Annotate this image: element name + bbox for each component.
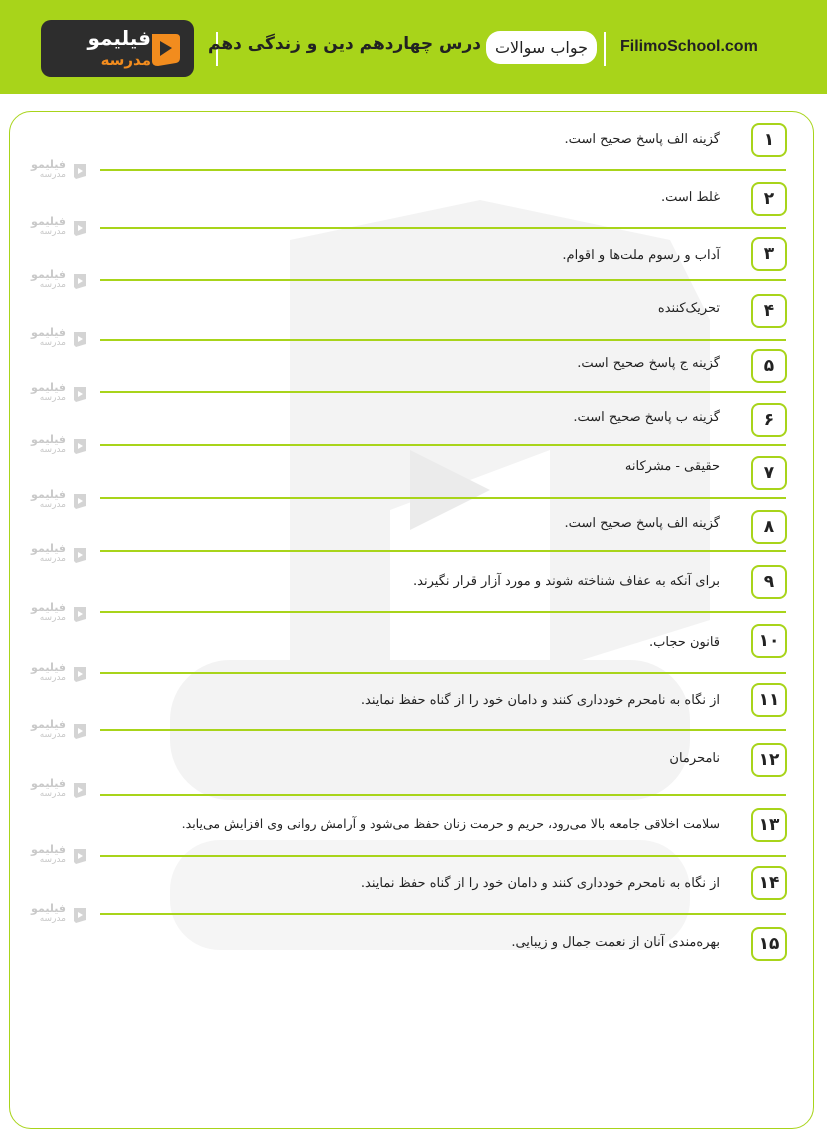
answer-text: قانون حجاب. bbox=[649, 635, 720, 650]
answer-number: ۷ bbox=[751, 456, 787, 490]
side-watermark: فیلیمو مدرسه bbox=[26, 777, 96, 803]
answer-number: ۱۴ bbox=[751, 866, 787, 900]
play-logo-icon bbox=[72, 906, 88, 924]
answer-text: غلط است. bbox=[661, 190, 720, 205]
answer-text: گزینه الف پاسخ صحیح است. bbox=[564, 132, 720, 147]
brand-logo[interactable] bbox=[41, 20, 194, 77]
row-divider bbox=[100, 913, 786, 915]
answer-text: سلامت اخلاقی جامعه بالا می‌رود، حریم و حرمت زنان حفظ می‌شود و آرامش روانی وی افزایش می‌یابد. bbox=[181, 816, 720, 831]
play-logo-icon bbox=[72, 219, 88, 237]
side-watermark: فیلیمو مدرسه bbox=[26, 488, 96, 514]
website-url[interactable]: FilimoSchool.com bbox=[620, 38, 758, 55]
answer-number: ۱۳ bbox=[751, 808, 787, 842]
answer-text: گزینه ب پاسخ صحیح است. bbox=[573, 410, 720, 425]
play-logo-icon bbox=[72, 665, 88, 683]
side-watermark: فیلیمو مدرسه bbox=[26, 601, 96, 627]
play-logo-icon bbox=[72, 437, 88, 455]
side-watermark: فیلیمو مدرسه bbox=[26, 433, 96, 459]
play-logo-icon bbox=[148, 30, 182, 67]
play-logo-icon bbox=[72, 162, 88, 180]
answer-number: ۱۵ bbox=[751, 927, 787, 961]
answer-number: ۱۲ bbox=[751, 743, 787, 777]
answer-number: ۵ bbox=[751, 349, 787, 383]
side-watermark: فیلیمو مدرسه bbox=[26, 158, 96, 184]
answer-number: ۱۱ bbox=[751, 683, 787, 717]
play-logo-icon bbox=[72, 330, 88, 348]
answer-number: ۸ bbox=[751, 510, 787, 544]
row-divider bbox=[100, 855, 786, 857]
brand-subname: مدرسه bbox=[100, 51, 151, 69]
play-logo-icon bbox=[72, 722, 88, 740]
side-watermark: فیلیمو مدرسه bbox=[26, 268, 96, 294]
play-logo-icon bbox=[72, 605, 88, 623]
answer-number: ۳ bbox=[751, 237, 787, 271]
header-divider bbox=[604, 32, 606, 66]
answer-text: آداب و رسوم ملت‌ها و اقوام. bbox=[562, 248, 720, 263]
answer-text: گزینه الف پاسخ صحیح است. bbox=[564, 516, 720, 531]
answer-text: بهره‌مندی آنان از نعمت جمال و زیبایی. bbox=[511, 935, 720, 950]
answer-number: ۱ bbox=[751, 123, 787, 157]
side-watermark: فیلیمو مدرسه bbox=[26, 902, 96, 928]
row-divider bbox=[100, 169, 786, 171]
page-header bbox=[0, 0, 827, 94]
play-logo-icon bbox=[72, 492, 88, 510]
brand-name: فیلیمو bbox=[87, 26, 151, 50]
answer-text: از نگاه به نامحرم خودداری کنند و دامان خود را از گناه حفظ نمایند. bbox=[360, 693, 720, 708]
row-divider bbox=[100, 227, 786, 229]
side-watermark: فیلیمو مدرسه bbox=[26, 381, 96, 407]
row-divider bbox=[100, 339, 786, 341]
answer-text: از نگاه به نامحرم خودداری کنند و دامان خود را از گناه حفظ نمایند. bbox=[360, 876, 720, 891]
play-logo-icon bbox=[72, 847, 88, 865]
side-watermark: فیلیمو مدرسه bbox=[26, 843, 96, 869]
row-divider bbox=[100, 444, 786, 446]
answer-text: تحریک‌کننده bbox=[657, 301, 720, 316]
answer-text: نامحرمان bbox=[669, 751, 720, 766]
answer-number: ۲ bbox=[751, 182, 787, 216]
answer-text: گزینه ج پاسخ صحیح است. bbox=[577, 356, 720, 371]
play-logo-icon bbox=[72, 546, 88, 564]
row-divider bbox=[100, 794, 786, 796]
answers-label-pill: جواب سوالات bbox=[486, 31, 597, 64]
side-watermark: فیلیمو مدرسه bbox=[26, 718, 96, 744]
row-divider bbox=[100, 550, 786, 552]
answer-number: ۴ bbox=[751, 294, 787, 328]
answer-number: ۱۰ bbox=[751, 624, 787, 658]
side-watermark: فیلیمو مدرسه bbox=[26, 215, 96, 241]
row-divider bbox=[100, 391, 786, 393]
row-divider bbox=[100, 729, 786, 731]
play-logo-icon bbox=[72, 272, 88, 290]
row-divider bbox=[100, 672, 786, 674]
answer-text: برای آنکه به عفاف شناخته شوند و مورد آزار قرار نگیرند. bbox=[413, 574, 720, 589]
row-divider bbox=[100, 611, 786, 613]
row-divider bbox=[100, 279, 786, 281]
row-divider bbox=[100, 497, 786, 499]
play-logo-icon bbox=[72, 781, 88, 799]
answer-number: ۹ bbox=[751, 565, 787, 599]
answer-number: ۶ bbox=[751, 403, 787, 437]
side-watermark: فیلیمو مدرسه bbox=[26, 326, 96, 352]
side-watermark: فیلیمو مدرسه bbox=[26, 542, 96, 568]
answer-text: حقیقی - مشرکانه bbox=[624, 459, 720, 474]
background-watermark-icon bbox=[150, 200, 710, 980]
side-watermark: فیلیمو مدرسه bbox=[26, 661, 96, 687]
play-logo-icon bbox=[72, 385, 88, 403]
page-title: درس چهاردهم دین و زندگی دهم bbox=[208, 34, 481, 54]
